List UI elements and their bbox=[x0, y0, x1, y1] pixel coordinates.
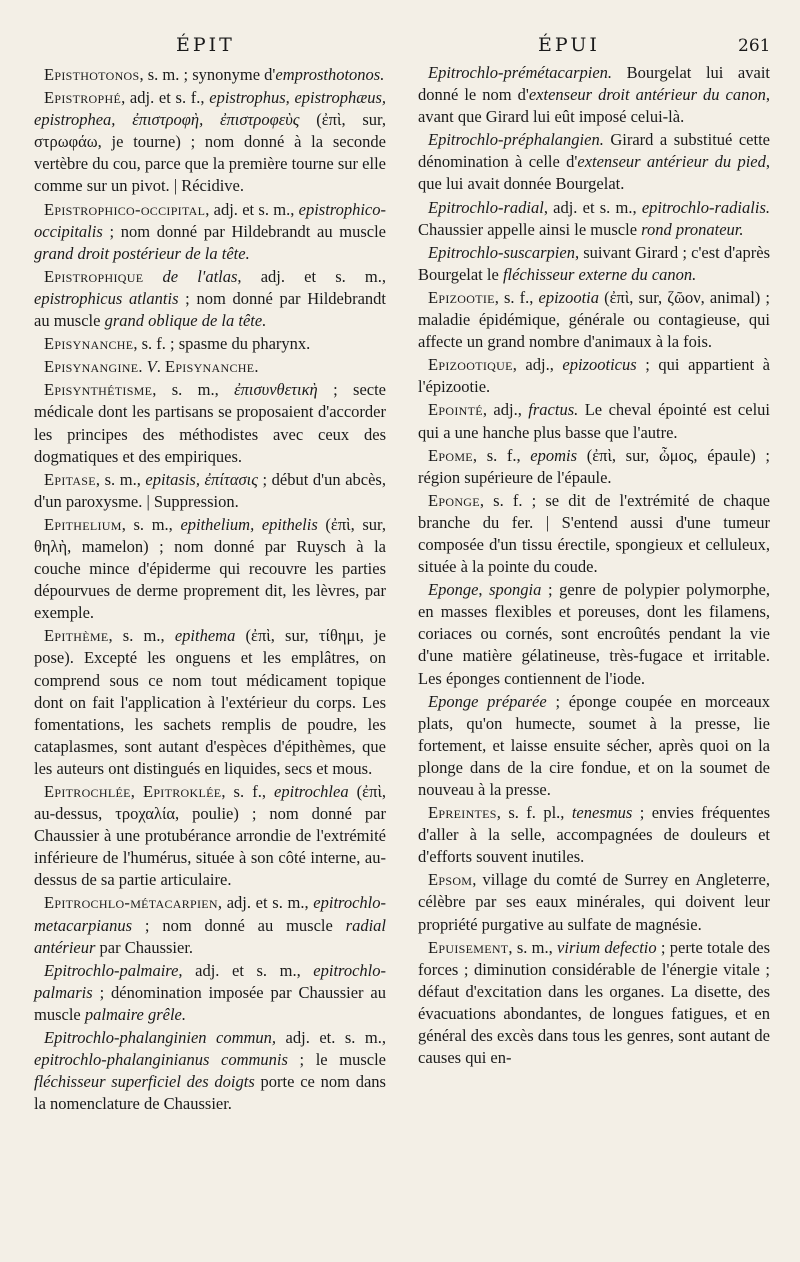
entry-text: Chaussier appelle ainsi le muscle bbox=[418, 219, 642, 239]
headword: Episthotonos bbox=[44, 65, 140, 84]
entry-text: , s. m., bbox=[508, 937, 558, 957]
entry-text: , bbox=[130, 782, 143, 801]
italic-term: fléchisseur superficiel des doigts bbox=[34, 1072, 255, 1092]
dictionary-entry bbox=[34, 1027, 386, 1115]
entry-text: ; éponge coupée en morceaux plats, qu'on humecte, soumet à la presse, lie fortement, et laisse ensuite sécher, après quoi on la plonge dans de la cire fondue, et on la soumet de nouveau à la presse. bbox=[418, 691, 771, 799]
entry-text: , s. f. ; spasme du pharynx. bbox=[133, 334, 311, 354]
italic-term: de l'atlas bbox=[143, 266, 238, 286]
italic-term: virium defectio bbox=[557, 937, 657, 957]
italic-term: epitrochlo-metacarpianus bbox=[34, 893, 386, 935]
dictionary-entry bbox=[34, 892, 386, 958]
entry-text: adj. et s. m., bbox=[182, 960, 314, 980]
entry-text: ; le muscle bbox=[287, 1050, 386, 1070]
italic-term: spongia bbox=[489, 580, 542, 600]
entry-text: ; genre de polypier polymorphe, en masses flexibles et poreuses, dont les filamens, coriaces ou cornés, sont encroûtés pendant la vie d'une matière gélatineuse, très-fugace et irritable. Les éponges contiennent de l'iode. bbox=[418, 580, 770, 688]
entry-text: , s. m., bbox=[108, 626, 175, 646]
italic-term: Epitrochlo-radial bbox=[428, 197, 544, 217]
italic-term: ἐπισυνθετικὴ bbox=[234, 380, 318, 400]
entry-text: (ἐπὶ, sur, τίθημι, je pose). Excepté les onguens et les emplâtres, on comprend sous ce nom tout médicament topique dont on fait l'application à l'extérieur du corps. Les fomentations, les sachets remplis de poudre, les cataplasmes, sont autant d'espèces d'épithèmes, que les auteurs ont distingués en liquides, secs et mous. bbox=[34, 626, 386, 778]
dictionary-entry bbox=[34, 64, 386, 86]
entry-text: , s. f., bbox=[221, 782, 275, 801]
italic-term: tenesmus bbox=[571, 803, 633, 823]
entry-text: (ἐπὶ, au-dessus, τροχαλία, poulie) ; nom donné par Chaussier à une protubérance arrondie de l'extrémité inférieure de l'humérus, située à son côté interne, au-dessus de sa partie articulaire. bbox=[34, 782, 387, 890]
dictionary-entry bbox=[34, 781, 386, 891]
headword: Epointé bbox=[428, 400, 483, 420]
entry-text: , adj. et s. m., bbox=[237, 266, 386, 286]
entry-text: , village du comté de Surrey en Angleterre, célèbre par ses eaux minérales, qui doivent leur propriété purgative au sulfate de magnésie. bbox=[418, 870, 770, 934]
entry-text: Bourgelat lui avait donné le nom d' bbox=[418, 63, 770, 105]
header-center-guide-word: ÉPUI bbox=[538, 34, 600, 56]
entry-text: , suivant Girard ; c'est d'après Bourgelat le bbox=[418, 242, 770, 284]
italic-term: epithelium, epithelis bbox=[180, 514, 318, 534]
headword: Epitroklée bbox=[142, 782, 222, 801]
headword: Episynthétisme bbox=[44, 380, 153, 400]
dictionary-entry bbox=[34, 469, 386, 513]
headword: Epitase bbox=[44, 469, 96, 489]
entry-text: ; dénomination imposée par Chaussier au muscle bbox=[34, 982, 386, 1024]
italic-term: Epitrochlo-palmaire, bbox=[44, 960, 183, 980]
dictionary-entry bbox=[34, 266, 386, 332]
dictionary-entry bbox=[34, 199, 386, 265]
page-number: 261 bbox=[738, 36, 771, 56]
entry-text: Girard a substitué cette dénomination à celle d' bbox=[418, 130, 770, 172]
header-left-guide-word: ÉPIT bbox=[176, 34, 235, 56]
dictionary-entry bbox=[418, 937, 770, 1070]
entry-text: . bbox=[138, 357, 147, 377]
entry-text: , adj. et s. m., bbox=[543, 197, 642, 217]
headword: Epistrophico-occipital bbox=[44, 199, 206, 219]
italic-term: epithema bbox=[174, 626, 236, 646]
headword: Epizootie bbox=[428, 287, 495, 307]
dictionary-entry bbox=[34, 379, 386, 467]
headword: Epuisement bbox=[428, 937, 509, 957]
dictionary-entry bbox=[418, 869, 770, 935]
italic-term: epistrophus, epistrophæus, epistrophea, ἐπιστροφὴ, ἐπιστροφεὺς bbox=[34, 88, 386, 130]
dictionary-entry bbox=[34, 356, 386, 378]
entry-text: ; perte totale des forces ; diminution considérable de l'énergie vitale ; défaut d'excitation dans les organes. La disette, des évacuations abondantes, de longues fatigues, et en général des excès dans tous les genres, sont autant de causes qui en- bbox=[418, 937, 770, 1068]
entry-text: , adj., bbox=[512, 355, 563, 375]
dictionary-entry bbox=[418, 579, 770, 689]
dictionary-entry bbox=[418, 287, 770, 353]
headword: Episynanche bbox=[44, 334, 134, 354]
headword: Epome bbox=[428, 445, 473, 465]
dictionary-entry bbox=[34, 87, 386, 197]
entry-text: , avant que Girard lui eût imposé celui-là. bbox=[418, 85, 770, 127]
italic-term: Epitrochlo-suscarpien bbox=[428, 242, 575, 262]
entry-text: . bbox=[156, 357, 165, 377]
entry-text: (ἐπὶ, sur, ζῶον, animal) ; maladie épidémique, générale ou contagieuse, qui affecte un grand nombre d'animaux à la fois. bbox=[418, 287, 770, 352]
entry-text: , bbox=[478, 580, 490, 600]
entry-text: (ἐπὶ, sur, θηλὴ, mamelon) ; nom donné par Ruysch à la couche mince d'épiderme qui recouvre les parties dépourvues de derme proprement dit, les lèvres, par exemple. bbox=[34, 514, 386, 623]
headword: Epithème bbox=[44, 626, 109, 646]
entry-text: , s. f. pl., bbox=[496, 803, 572, 823]
italic-term: grand droit postérieur de la tête. bbox=[34, 243, 250, 263]
headword: Episynanche bbox=[164, 357, 255, 377]
dictionary-entry bbox=[418, 490, 770, 578]
italic-term: epizooticus bbox=[562, 355, 637, 375]
italic-term: Epitrochlo-prémétacarpien. bbox=[428, 63, 613, 82]
headword: Episynangine bbox=[44, 357, 139, 377]
italic-term: epistrophicus atlantis bbox=[34, 288, 179, 308]
headword: Epistrophé bbox=[44, 88, 122, 108]
headword: Epreintes bbox=[428, 803, 497, 823]
entry-text: , que lui avait donnée Bourgelat. bbox=[418, 152, 770, 194]
italic-term: epitrochlea bbox=[274, 782, 349, 801]
italic-term: emprosthotonos. bbox=[275, 65, 385, 84]
italic-term: epitrochlo-radialis. bbox=[641, 197, 770, 217]
headword: Epitrochlo-métacarpien bbox=[44, 893, 218, 913]
italic-term: fractus. bbox=[528, 400, 579, 420]
entry-text: ; nom donné au muscle bbox=[132, 915, 346, 935]
entry-text: , s. m., bbox=[152, 380, 235, 400]
italic-term: Epitrochlo-préphalangien. bbox=[428, 130, 604, 150]
entry-text: , adj. et s. f., bbox=[121, 88, 210, 108]
italic-term: extenseur droit antérieur du canon bbox=[528, 85, 766, 105]
entry-text: ; qui appartient à l'épizootie. bbox=[418, 355, 770, 397]
dictionary-entry bbox=[34, 960, 386, 1026]
italic-term: Epitrochlo-phalanginien commun, bbox=[44, 1028, 277, 1048]
italic-term: epizootia bbox=[538, 287, 600, 307]
italic-term: Eponge bbox=[428, 580, 479, 600]
entry-text: Le cheval épointé est celui qui a une hanche plus basse que l'autre. bbox=[418, 400, 770, 442]
italic-term: epomis bbox=[530, 445, 578, 465]
entry-text: , s. f. ; se dit de l'extrémité de chaque branche du fer. | S'entend aussi d'une tumeur composée d'un tissu érectile, spongieux et celluleux, située à la pointe du coude. bbox=[418, 490, 770, 577]
dictionary-entry bbox=[418, 691, 770, 801]
entry-text: , s. m., bbox=[121, 514, 181, 534]
entry-text: ; secte médicale dont les partisans se proposaient d'accorder les principes des méthodistes avec ceux des dogmatiques et des empiriques. bbox=[34, 380, 386, 466]
italic-term: grand oblique de la tête. bbox=[104, 311, 267, 331]
headword: Epithelium bbox=[44, 514, 122, 534]
entry-text: , adj. et s. m., bbox=[217, 893, 314, 913]
italic-term: extenseur antérieur du pied bbox=[577, 152, 766, 172]
entry-text: adj. et. s. m., bbox=[276, 1028, 386, 1048]
italic-term: palmaire grêle. bbox=[84, 1004, 186, 1024]
dictionary-entry bbox=[418, 802, 770, 868]
headword: Epizootique bbox=[428, 355, 513, 375]
dictionary-entry bbox=[34, 514, 386, 624]
entry-text: , s. f., bbox=[494, 287, 539, 307]
italic-term: Eponge préparée bbox=[428, 691, 547, 711]
entry-text: ; nom donné par Hildebrandt au muscle bbox=[102, 221, 386, 241]
entry-text: ; début d'un abcès, d'un paroxysme. | Suppression. bbox=[34, 469, 386, 511]
entry-text: par Chaussier. bbox=[95, 937, 194, 957]
dictionary-entry bbox=[418, 445, 770, 489]
dictionary-entry bbox=[418, 242, 770, 286]
entry-text: , s. m. ; synonyme d' bbox=[139, 65, 276, 84]
headword: Epistrophique bbox=[44, 266, 144, 286]
entry-text: ; envies fréquentes d'aller à la selle, accompagnées de douleurs et d'efforts souvent inutiles. bbox=[418, 803, 771, 867]
italic-term: epistrophico-occipitalis bbox=[34, 199, 386, 241]
entry-text: , s. f., bbox=[472, 445, 531, 465]
dictionary-entry bbox=[418, 197, 770, 241]
italic-term: radial antérieur bbox=[34, 915, 386, 957]
dictionary-entry bbox=[418, 129, 770, 195]
dictionary-entry bbox=[34, 625, 386, 780]
headword: Epitrochlée bbox=[44, 782, 131, 801]
dictionary-entry bbox=[418, 354, 770, 398]
italic-term: fléchisseur externe du canon. bbox=[502, 264, 697, 284]
italic-term: epitrochlo-phalanginianus communis bbox=[34, 1050, 288, 1070]
left-column bbox=[34, 64, 386, 1116]
entry-text: (ἐπὶ, sur, ὦμος, épaule) ; région supérieure de l'épaule. bbox=[418, 445, 770, 487]
entry-text: ; nom donné par Hildebrandt au muscle bbox=[34, 288, 387, 331]
dictionary-entry bbox=[34, 333, 386, 355]
entry-text: (ἐπὶ, sur, στρωφάω, je tourne) ; nom donné à la seconde vertèbre du cou, parce que la première tourne sur elle comme sur un pivot. | Récidive. bbox=[34, 110, 386, 196]
dictionary-entry bbox=[418, 62, 770, 128]
headword: Eponge bbox=[428, 490, 480, 510]
italic-term: epitasis, ἐπίτασις bbox=[145, 469, 258, 489]
entry-text: . bbox=[254, 357, 259, 377]
entry-text: porte ce nom dans la nomenclature de Chaussier. bbox=[34, 1072, 386, 1114]
right-column bbox=[418, 62, 770, 1070]
italic-term: rond pronateur. bbox=[641, 219, 744, 239]
entry-text: , s. m., bbox=[95, 469, 146, 489]
italic-term: V bbox=[146, 357, 157, 377]
running-header bbox=[0, 34, 800, 60]
entry-text: , adj. et s. m., bbox=[205, 199, 299, 219]
dictionary-entry bbox=[418, 399, 770, 443]
headword: Epsom bbox=[428, 870, 473, 890]
entry-text: , adj., bbox=[482, 400, 529, 420]
italic-term: epitrochlo-palmaris bbox=[34, 960, 386, 1002]
